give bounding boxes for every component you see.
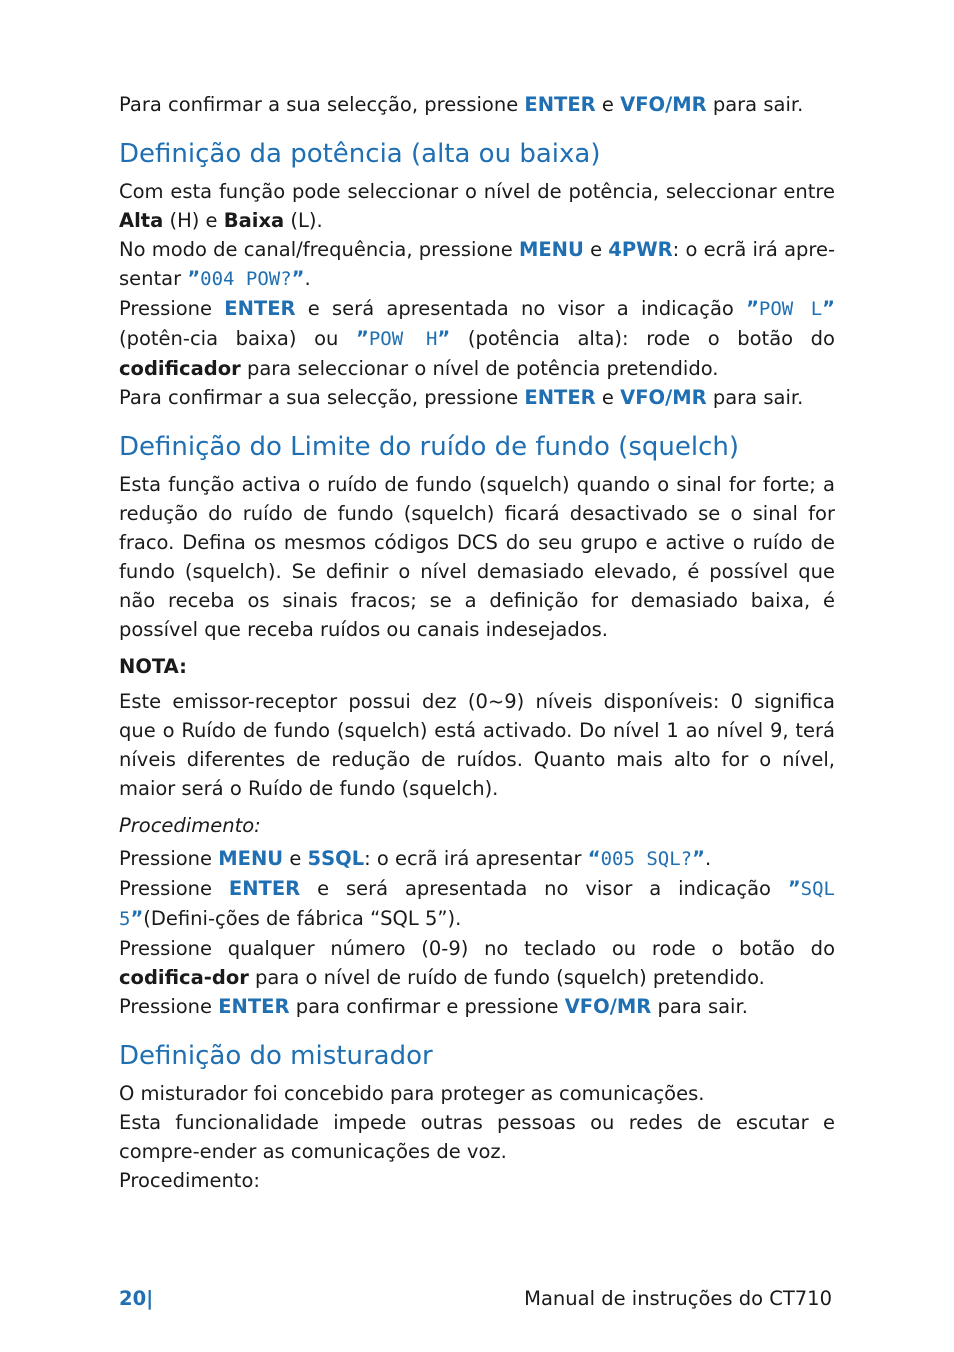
power-paragraph-1 <box>119 177 835 235</box>
vfomr-key: VFO/MR <box>564 995 652 1018</box>
squelch-step-3 <box>119 934 835 992</box>
text: Pressione <box>119 297 225 320</box>
power-paragraph-4 <box>119 383 835 412</box>
text: para o nível de ruído de fundo (squelch) pretendido. <box>248 966 765 989</box>
text: para sair. <box>706 93 804 116</box>
section-title-power: Definição da potência (alta ou baixa) <box>119 139 601 169</box>
lcd-readout: 005 SQL? <box>600 848 693 870</box>
power-paragraph-2: No modo de canal/frequência, pressione MENU e 4PWR: o ecrã irá apre-sentar ”004 POW?”. <box>119 238 836 290</box>
enter-key: ENTER <box>218 995 290 1018</box>
text: e <box>590 238 603 261</box>
text: (potência alta): rode o botão do <box>450 327 835 350</box>
text: (Defini-ções de fábrica “SQL 5”). <box>143 907 462 930</box>
enter-key: ENTER <box>224 297 296 320</box>
text: e <box>601 386 614 409</box>
text: (L). <box>284 209 323 232</box>
menu-key: MENU <box>218 847 284 870</box>
procedimento-text: Procedimento: <box>119 814 261 837</box>
text: e <box>289 847 302 870</box>
text: . <box>704 847 712 870</box>
text: Com esta função pode seleccionar o nível de potência, seleccionar entre <box>119 180 835 203</box>
text: (H) e <box>163 209 224 232</box>
vfomr-key: VFO/MR <box>620 386 707 409</box>
enter-key: ENTER <box>228 877 301 900</box>
text: Para confirmar a sua selecção, pressione <box>119 93 525 116</box>
power-paragraph-3: Pressione ENTER e será apresentada no visor a indicação ”POW L” (potên-cia baixa) ou ”POW H” (potência alta): rode o botão do codificador para seleccionar o nível de potência pretendido. <box>119 297 835 380</box>
enter-key: ENTER <box>524 386 596 409</box>
enter-key: ENTER <box>524 93 596 116</box>
scrambler-paragraph-2: Esta funcionalidade impede outras pessoas ou redes de escutar e compre-ender as comunicações de voz. <box>119 1111 835 1163</box>
text: Pressione qualquer número (0-9) no teclado ou rode o botão do <box>119 937 835 960</box>
text: para sair. <box>651 995 748 1018</box>
vfomr-key: VFO/MR <box>620 93 707 116</box>
text: Pressione <box>119 995 219 1018</box>
section-title-squelch: Definição do Limite do ruído de fundo (squelch) <box>119 432 739 462</box>
text: No modo de canal/frequência, pressione <box>119 238 519 261</box>
text: e será apresentada no visor a indicação <box>300 877 788 900</box>
page-footer <box>119 1284 832 1314</box>
text: . <box>304 267 311 290</box>
manual-title: Manual de instruções do CT710 <box>524 1287 832 1310</box>
pwr-key: 4PWR <box>608 238 673 261</box>
page-content <box>119 90 835 1195</box>
page-number: 20| <box>119 1287 154 1310</box>
scrambler-paragraph-1: O misturador foi concebido para proteger as comunicações. <box>119 1082 705 1105</box>
lcd-readout: SQL 5 <box>119 878 835 930</box>
text: e será apresentada no visor a indicação <box>295 297 747 320</box>
text: para confirmar e pressione <box>289 995 565 1018</box>
text: : o ecrã irá apre-sentar <box>119 238 836 290</box>
text: Para confirmar a sua selecção, pressione <box>119 386 525 409</box>
baixa-label: Baixa <box>223 209 285 232</box>
section-title-scrambler: Definição do misturador <box>119 1041 433 1071</box>
nota-body: Este emissor-receptor possui dez (0~9) níveis disponíveis: 0 significa que o Ruído de fundo (squelch) está activado. Do nível 1 ao nível 9, terá níveis diferentes de redução de ruídos. Quanto mais alto for o nível, maior será o Ruído de fundo (squelch). <box>119 690 835 800</box>
nota-label: NOTA: <box>119 655 187 678</box>
text: : o ecrã irá apresentar <box>364 847 588 870</box>
text: (potên-cia baixa) ou <box>119 327 356 350</box>
lcd-readout: 004 POW? <box>200 268 292 290</box>
lcd-readout: POW H <box>368 328 438 350</box>
sql-key: 5SQL <box>307 847 365 870</box>
menu-key: MENU <box>518 238 584 261</box>
scrambler-paragraph-3: Procedimento: <box>119 1169 260 1192</box>
squelch-body: Esta função activa o ruído de fundo (squelch) quando o sinal for forte; a redução do ruído de fundo (squelch) ficará desactivado se o sinal for fraco. Defina os mesmos códigos DCS do seu grupo e active o ruído de fundo (squelch). Se definir o nível demasiado elevado, é possível que não receba os sinais fracos; se a definição for demasiado baixa, é possível que receba ruídos ou canais indesejados. <box>119 473 835 641</box>
codificador-label: codifica-dor <box>119 966 249 989</box>
alta-label: Alta <box>119 209 164 232</box>
text: para seleccionar o nível de potência pretendido. <box>240 357 719 380</box>
procedimento-label <box>119 811 835 840</box>
text: Pressione <box>119 847 219 870</box>
squelch-step-4 <box>119 992 835 1021</box>
text: Pressione <box>119 877 229 900</box>
codificador-label: codificador <box>119 357 241 380</box>
text: para sair. <box>706 386 804 409</box>
squelch-step-2: Pressione ENTER e será apresentada no visor a indicação ”SQL 5”(Defini-ções de fábrica “SQL 5”). <box>119 877 835 930</box>
squelch-step-1: Pressione MENU e 5SQL: o ecrã irá apresentar “005 SQL?”. <box>119 847 712 870</box>
intro-paragraph <box>119 90 835 119</box>
lcd-readout: POW L <box>758 298 823 320</box>
text: e <box>601 93 614 116</box>
